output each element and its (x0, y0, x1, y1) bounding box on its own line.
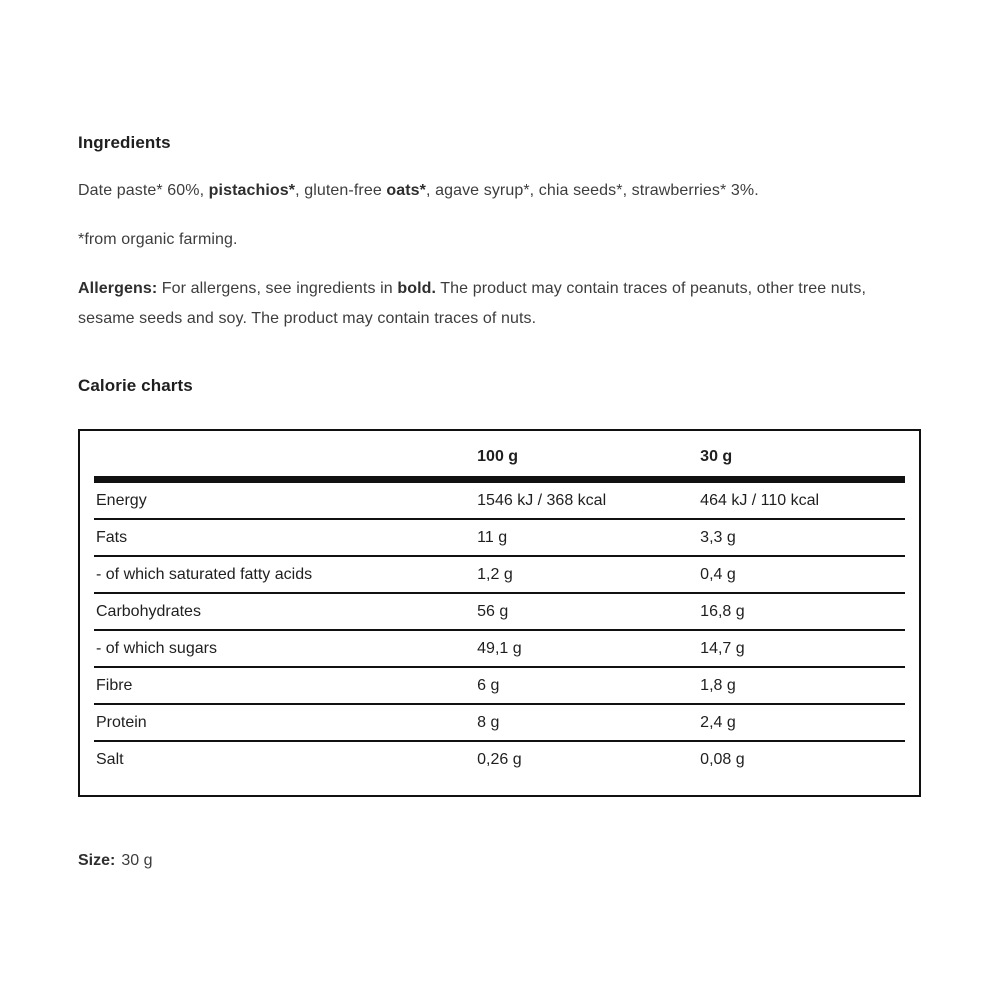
nutrition-row (94, 480, 905, 520)
nutrition-table-card (78, 429, 921, 797)
text-segment: The product may contain traces of peanuts, other tree nuts, sesame seeds and soy. The product may contain traces of nuts. (78, 280, 866, 327)
column-header-30g: 30 g (698, 431, 905, 480)
value-per-30g: 0,08 g (700, 751, 745, 768)
value-per-100g: 1546 kJ / 368 kcal (475, 480, 698, 520)
column-header-100g: 100 g (475, 431, 698, 480)
value-per-30g: 2,4 g (698, 704, 905, 741)
organic-footnote: *from organic farming. (78, 231, 238, 248)
value-per-100g: 0,26 g (477, 751, 522, 768)
value-per-100g: 8 g (475, 704, 698, 741)
nutrient-label: Fibre (94, 667, 475, 704)
value-per-30g: 0,4 g (698, 556, 905, 593)
nutrition-row (94, 593, 905, 630)
value-per-30g: 464 kJ / 110 kcal (698, 480, 905, 520)
nutrient-label: Fats (94, 519, 475, 556)
text-segment: bold. (397, 280, 437, 297)
nutrient-label: Protein (94, 704, 475, 741)
value-per-100g: 1,2 g (475, 556, 698, 593)
value-per-100g: 11 g (475, 519, 698, 556)
ingredients-heading: Ingredients (78, 133, 171, 152)
text-segment: , gluten-free (295, 182, 387, 199)
nutrition-table-body (94, 480, 905, 778)
size-label: Size: (78, 852, 116, 869)
text-segment: Date paste* 60%, (78, 182, 209, 199)
value-per-100g: 49,1 g (475, 630, 698, 667)
nutrition-row (94, 519, 905, 556)
nutrition-table (94, 431, 905, 777)
nutrition-row (94, 741, 905, 777)
value-per-30g: 14,7 g (698, 630, 905, 667)
text-segment: pistachios* (208, 182, 296, 199)
text-segment: oats* (386, 182, 426, 199)
value-per-30g: 3,3 g (698, 519, 905, 556)
value-per-100g: 6 g (475, 667, 698, 704)
text-segment: Allergens: (78, 280, 158, 297)
nutrient-label: Salt (96, 751, 124, 768)
nutrient-label: Energy (94, 480, 475, 520)
nutrition-table-header-row (94, 431, 905, 480)
text-segment: , agave syrup*, chia seeds*, strawberries* 3%. (426, 182, 759, 199)
ingredients-text (78, 176, 922, 206)
column-header-nutrient (94, 431, 475, 480)
nutrient-label: - of which sugars (94, 630, 475, 667)
nutrition-row (94, 630, 905, 667)
nutrient-label: - of which saturated fatty acids (94, 556, 475, 593)
size-value: 30 g (121, 852, 153, 869)
value-per-100g: 56 g (475, 593, 698, 630)
nutrition-row (94, 704, 905, 741)
allergens-text (78, 274, 898, 334)
text-segment: For allergens, see ingredients in (157, 280, 398, 297)
nutrition-row (94, 667, 905, 704)
calorie-charts-heading: Calorie charts (78, 376, 193, 395)
value-per-30g: 16,8 g (698, 593, 905, 630)
nutrition-row (94, 556, 905, 593)
size-line (78, 846, 922, 876)
value-per-30g: 1,8 g (698, 667, 905, 704)
nutrient-label: Carbohydrates (94, 593, 475, 630)
